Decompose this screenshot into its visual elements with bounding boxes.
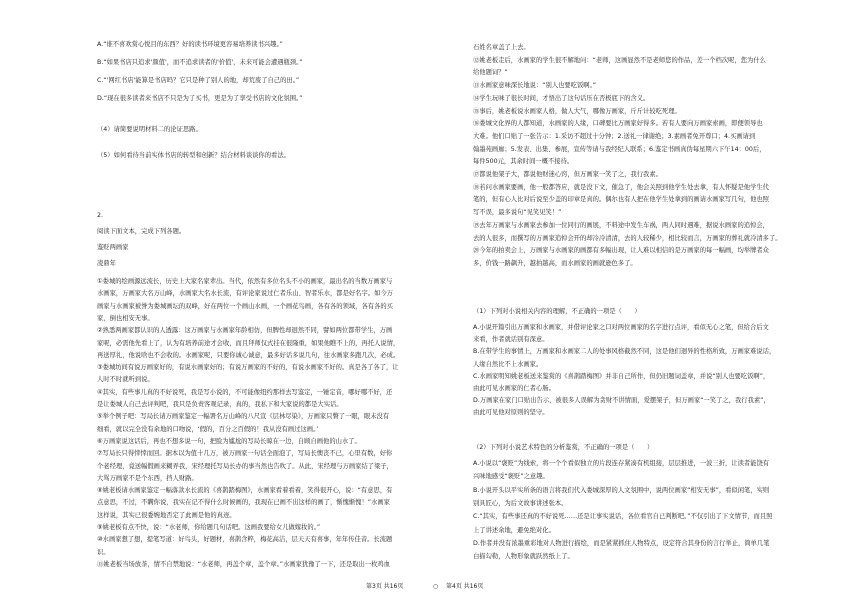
- page-footer-right: 第4页 共16页: [446, 583, 484, 590]
- answer-option: A.“谁不喜欢赏心悦目的东西？好的读书环境更容易培养读书兴趣。”: [97, 41, 283, 48]
- body-line: ⑫姚老板走后，水画家的学生很不解地问：“老师，这画显然不是老师您的作品，差一个档次呢，您为什么: [473, 56, 766, 64]
- body-line: 多，价钱一路飙升，越拍越高，而水画家的画就逊色多了。: [473, 259, 637, 267]
- body-line: 细看，就以完全没有余地的口吻说，‘假的，百分之百假的！我从没有画过这画。’: [97, 425, 319, 433]
- answer-option: D.作者并没有浓墨重彩地对人物进行描绘，而是紧紧抓住人物特点，设定符合其身份的言行举止，简单几笔: [473, 539, 770, 547]
- author: 凌鼎年: [97, 260, 116, 267]
- answer-option: B.“如果书店只追求'颜值'，而不追求读者的'价值'，未来可能会遭遇瓶颈。”: [97, 59, 303, 66]
- body-line: 人时不时就听到说。: [97, 376, 154, 384]
- story-title: 鉴贬两画家: [97, 244, 129, 251]
- answer-option: 由此可见他对原则的坚守。: [473, 409, 549, 417]
- question-4: （4）请简要说明材料二的论证思路。: [97, 126, 202, 133]
- body-line: ⑨姚老板有点不快，说：“水老师，你给题几句话吧。这画我要给女儿做嫁妆的。”: [97, 524, 321, 531]
- body-line: 去的人很多，而撰写的万画家追悼会开的却冷冷清清，去的人较稀少，相比较而言，万画家的葬礼就冷清多了。: [473, 234, 782, 242]
- answer-option: B.在带学生的事情上，万画家和水画家二人的处事风格截然不同，这是他们迥异的性格所致，万画家难说话，: [473, 348, 776, 356]
- answer-option: 别具匠心，为后文故事讲述张本。: [473, 499, 568, 507]
- answer-option: 兴味地感受“褒贬”之意趣。: [473, 473, 549, 481]
- body-line: 家呢，必需他先看上了，认为有培养前途才会收，而且拜师仅式挂在很隆重，如果他瞧不上的，再托人说情，: [97, 339, 400, 347]
- body-line: ⑥万画家说这话后，再也不想多说一句，把脸为尴尬的写局长晾在一边，自顾自画他的山水了。: [97, 437, 361, 445]
- body-line: 画家与水画家被誉为娄城画坛的双峰，好在两位一个画山水画，一个画花鸟画，各有各的领域，各有各的买: [97, 302, 393, 310]
- body-line: ⑳今年的拍卖会上，万画家与水画家的画都有多幅出现，让人难以相信的是万画家的每一幅画，均举牌者众: [473, 247, 769, 255]
- question-5: （5）如何看待当前实体书店的转型和创新？结合材料谈谈你的看法。: [97, 152, 290, 159]
- body-line: ⑪姚老板当场放茶，情不自禁地说：“水老师，再盖个章，盖个章。”水画家犹豫了一下，还是取出一枚鸡血: [97, 560, 391, 568]
- answer-option: C.“其实，有些事还真的不好说死……还是让事实说话，各位看官自已判断吧。”不仅引出了下文情节，而且照: [473, 513, 773, 521]
- answer-option: D.“现在很多读者来书店不只是为了买书，更是为了享受书店的文化氛围。”: [97, 95, 303, 102]
- body-line: ⑯娄城文化界的人都知道，水画家的人缘，口碑要比万画家好得多。若有人要向万画家索画，即便领导也: [473, 120, 763, 128]
- page-divider-symbol: ○: [433, 583, 439, 590]
- body-line: 是让娄城人自己去评判吧，我只是负责客观记录，真的，我私下和大家说的都是大实话。: [97, 401, 343, 408]
- body-line: ⑱若问水画家要画，他一般都答应，就是没下文，催急了，他会关照到他学生处去拿，有人怀疑是他学生代: [473, 183, 769, 191]
- body-line: ⑤举个例子吧：写局长请万画家鉴定一幅署名万山峰的八尺宣《层林尽染》，万画家只瞥了一眼，眼未没有: [97, 413, 390, 421]
- body-line: 大骂万画家不是个东西，挡人财路。: [97, 474, 198, 482]
- answer-option: A.小说以“褒贬”为线索，将一个个看似独立的片段连存紧凑有机组接，层层推进，一波三折，让读者能饶有: [473, 460, 770, 467]
- body-line: 笔的，但有心人比对后说至少盖的印章是真的。偶尔也有人把在他学生处拿到的画请水画家写几句，他也照: [473, 196, 769, 204]
- body-line: ⑧姚老板请水画家鉴定一幅落款水长流的《喜鹊踏梅图》，水画家看着看着，笑得很开心，说：“有意思，有: [97, 487, 393, 495]
- body-line: ⑭学生玩味了很长时间，才悟出了这句话压在否极底下的含义。: [473, 94, 650, 102]
- question-2-stem: （2）下列对小说艺术特色的分析鉴赏，不正确的一项是（ ）: [473, 444, 654, 451]
- page-footer-left: 第3页 共16页: [366, 583, 404, 590]
- body-line: ⑩水画家想了想，提笔写道：好鸟头，好题材，喜鹊含粹，梅花高洁，层天天有喜事，年年传佳音。长流题: [97, 536, 393, 544]
- body-line: ②熟悉两画家都认识的人透露：这万画家与水画家年龄相仿，但脾性却迥然不同，譬如两位都带学生，万画: [97, 327, 393, 335]
- answer-option: 白描勾勒，人物形象就跃然纸上了。: [473, 553, 574, 561]
- body-line: 这样说，其实已很委婉地否定了此画是他的真迹。: [97, 511, 236, 519]
- section-number: 2.: [97, 212, 104, 219]
- answer-option: 来看，作者就话别有深意。: [473, 336, 549, 344]
- body-line: 石姓名章盖了上去。: [473, 44, 530, 51]
- body-line: 家，倒也相安无事。: [97, 314, 154, 322]
- body-line: ⑲去年万画家与水画家去参加一位同行的画展，不料途中发生车祸，两人同时遇难，据说水画家的追悼会，: [473, 221, 769, 229]
- body-line: 每件500元，其余时间一概不接待。: [473, 158, 574, 166]
- right-page: [430, 0, 860, 608]
- body-line: ⑮事后，姚老板说水画家人格，做人大气，哪像万画家，斤斤计较吃死理。: [473, 107, 681, 115]
- instruction: 阅读下面文本，完成下列各题。: [97, 228, 186, 235]
- answer-option: C.“'网红书店'能算是书店吗？它只是种了别人的地，却荒废了自己的田。”: [97, 77, 300, 84]
- body-line: ⑦写局长只得悻悻而回。据本以为值十几万，被万画家一句话全面泡了，写局长懊丧不已，心里有数，好你: [97, 450, 393, 458]
- body-line: ⑰都说他架子大，都说他财迷心窍，但万画家一笑了之，我行我素。: [473, 171, 662, 178]
- answer-option: 由此可见水画家的仁者心肠。: [473, 385, 555, 392]
- answer-option: 人缘自然比不上水画家。: [473, 360, 543, 368]
- answer-option: B.小说开头以平实所条的语言将我们代入娄城深厚的人文氛围中，说两位画家“相安无事”，看似闲笔，实则: [473, 486, 770, 494]
- body-line: 水画家，万画家大名万山峰，水画家大名水长流，有评论家说过仁者乐山、智者乐水，都是好名字。如今万: [97, 290, 393, 298]
- body-line: 写不误，最多说句“见笑见笑！”: [473, 209, 562, 217]
- question-1-stem: （1）下列对小说相关内容的理解，不正确的一项是（ ）: [473, 308, 641, 315]
- body-line: 点意思，不过，不瞒你说，我实在记不得什么时候画的，我现在已画不出这样的画了，惭愧惭愧！”水画家: [97, 499, 390, 507]
- body-line: 大难。他们口贴了一张告示：1.采访不超过十分钟；2.送礼一律谢绝；3.素画者免开尊口；4.买画请到: [473, 132, 756, 140]
- body-line: ①娄城的绘画源远流长，历史上大家名家辈出。当代，依然有多位名头不小的画家，最出名的当数万画家与: [97, 278, 393, 285]
- body-line: 识。: [97, 548, 110, 556]
- answer-option: C.水画家明知姚老板送来鉴赏的《喜鹊踏梅图》并非自己所作，但仍旧题词盖章，并说“别人也要吃饭啊”，: [473, 372, 770, 380]
- body-line: 给他题词？”: [473, 69, 508, 77]
- body-line: ③娄城坊间有说万画家好的，有说水画家好的；有说万画家的不好的，有说水画家不好的。真是各了各了，让: [97, 364, 399, 372]
- body-line: 个老经理，竟送幅假画来糊弄我，宋经理托写局长办的事当然也告吹了。从此，宋经理与万画家结了梁子，: [97, 462, 393, 470]
- body-line: 翰墨苑画廊；5.发表、出集、参展，宣传等请与我经纪人联系；6.鉴定书画真伪每星期六下午14：00后，: [473, 145, 766, 153]
- body-line: ⑬水画家意味深长地说：“别人也要吃饭啊。”: [473, 82, 597, 90]
- answer-option: 上了讲述余地，避免绝对化。: [473, 526, 555, 534]
- body-line: 再送厚礼，他说啥也不会收的。水画家呢，只要你诚心诚意，最多好话多说几句，往水画家多跑几次，必成。: [97, 351, 400, 359]
- answer-option: A.小说开篇引出万画家和水画家，并借评论家之口对两位画家的名字进行点评，看似无心之笔，但给合后文: [473, 324, 769, 331]
- body-line: ④其实，有些事儿真的不好说死，我是写小说的，不可能像纽约那样去写鉴定，一锤定音，哪好哪不好，还: [97, 388, 393, 396]
- answer-option: D.万画家在家门口贴出告示，被很多人误解为贪财不讲情面，爱摆架子，但万画家“一笑了之，我行我素”，: [473, 397, 770, 405]
